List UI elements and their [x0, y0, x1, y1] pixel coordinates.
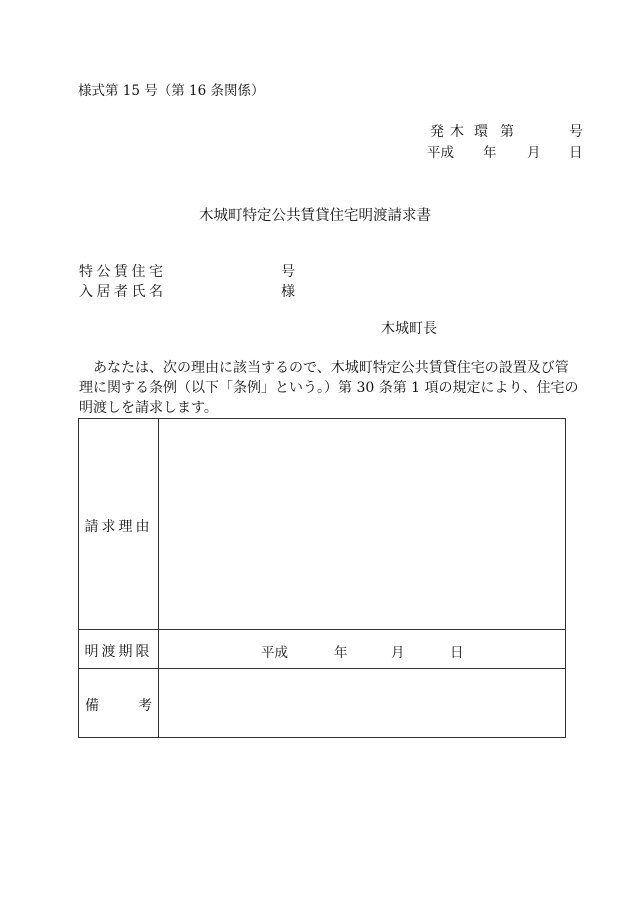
body-line-3: 明渡しを請求します。: [79, 400, 218, 416]
date-day: 日: [569, 145, 583, 161]
deadline-day: 日: [450, 645, 464, 661]
date-month: 月: [527, 145, 541, 161]
deadline-era: 平成: [261, 645, 288, 661]
resident-honorific: 様: [281, 284, 295, 300]
issue-office: 木: [450, 124, 464, 140]
housing-number-suffix: 号: [281, 264, 295, 280]
deadline-field[interactable]: [159, 630, 565, 668]
deadline-label: 明渡期限: [84, 644, 153, 660]
issue-office-2: 環: [474, 124, 488, 140]
reason-label: 請求理由: [84, 519, 153, 535]
issue-go: 号: [569, 124, 583, 140]
body-line-2: 理に関する条例（以下「条例」という。）第 30 条第 1 項の規定により、住宅の: [79, 380, 579, 396]
date-era: 平成: [427, 145, 454, 161]
remarks-label-char-2: 考: [138, 698, 152, 714]
remarks-label: [79, 695, 158, 715]
remarks-label-char-1: 備: [85, 698, 99, 714]
housing-label: 特公賃住宅: [79, 264, 167, 280]
document-title: 木城町特定公共賃貸住宅明渡請求書: [199, 208, 431, 224]
date-year: 年: [483, 145, 497, 161]
sender-mayor: 木城町長: [381, 321, 437, 337]
form-number: 様式第 15 号（第 16 条関係）: [78, 83, 265, 99]
remarks-field[interactable]: [159, 669, 565, 737]
resident-name-label: 入居者氏名: [79, 284, 167, 300]
deadline-year: 年: [334, 645, 348, 661]
body-line-1: あなたは、次の理由に該当するので、木城町特定公共賃貸住宅の設置及び管: [93, 360, 569, 376]
reason-field[interactable]: [159, 419, 565, 629]
request-body: [79, 358, 584, 418]
request-form-table: [78, 418, 566, 738]
issue-prefix: 発: [430, 124, 444, 140]
deadline-month: 月: [391, 645, 405, 661]
issue-dai: 第: [500, 124, 514, 140]
